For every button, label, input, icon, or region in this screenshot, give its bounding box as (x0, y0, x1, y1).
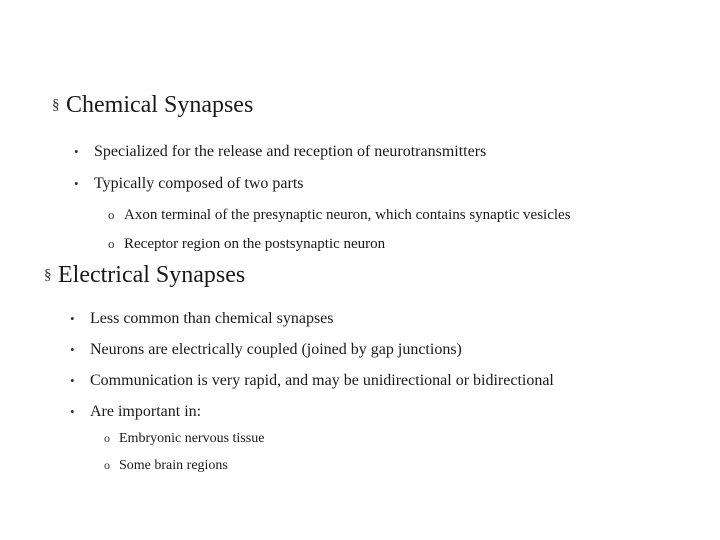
bullet-marker: • (70, 404, 75, 419)
item-text: Communication is very rapid, and may be unidirectional or bidirectional (90, 372, 554, 389)
sub-list-item (108, 207, 571, 224)
section-heading-electrical-synapses (44, 262, 245, 289)
sub-bullet-marker: o (104, 458, 110, 472)
heading-text: Electrical Synapses (58, 262, 246, 288)
item-text: Are important in: (90, 403, 202, 420)
item-text: Embryonic nervous tissue (119, 431, 265, 446)
item-text: Some brain regions (119, 458, 228, 473)
sub-bullet-marker: o (108, 236, 115, 251)
list-item (70, 403, 201, 421)
bullet-marker: • (70, 342, 75, 357)
bullet-marker: • (70, 373, 75, 388)
list-item (70, 310, 334, 328)
list-item (70, 341, 462, 359)
item-text: Neurons are electrically coupled (joined by gap junctions) (90, 341, 462, 358)
item-text: Less common than chemical synapses (90, 310, 334, 327)
list-item (74, 143, 486, 161)
item-text: Typically composed of two parts (94, 175, 304, 192)
bullet-marker: • (70, 311, 75, 326)
list-item (70, 372, 554, 390)
item-text: Receptor region on the postsynaptic neuron (124, 236, 386, 252)
section-marker: § (44, 267, 52, 283)
bullet-marker: • (74, 176, 79, 191)
sub-list-item (104, 458, 228, 474)
sub-list-item (104, 431, 264, 447)
sub-bullet-marker: o (108, 207, 115, 222)
section-heading-chemical-synapses (52, 92, 253, 119)
sub-bullet-marker: o (104, 431, 110, 445)
item-text: Specialized for the release and reception of neurotransmitters (94, 143, 487, 160)
section-marker: § (52, 97, 60, 113)
heading-text: Chemical Synapses (66, 92, 254, 118)
sub-list-item (108, 236, 385, 253)
item-text: Axon terminal of the presynaptic neuron, which contains synaptic vesicles (124, 207, 571, 223)
list-item (74, 175, 304, 193)
bullet-marker: • (74, 144, 79, 159)
